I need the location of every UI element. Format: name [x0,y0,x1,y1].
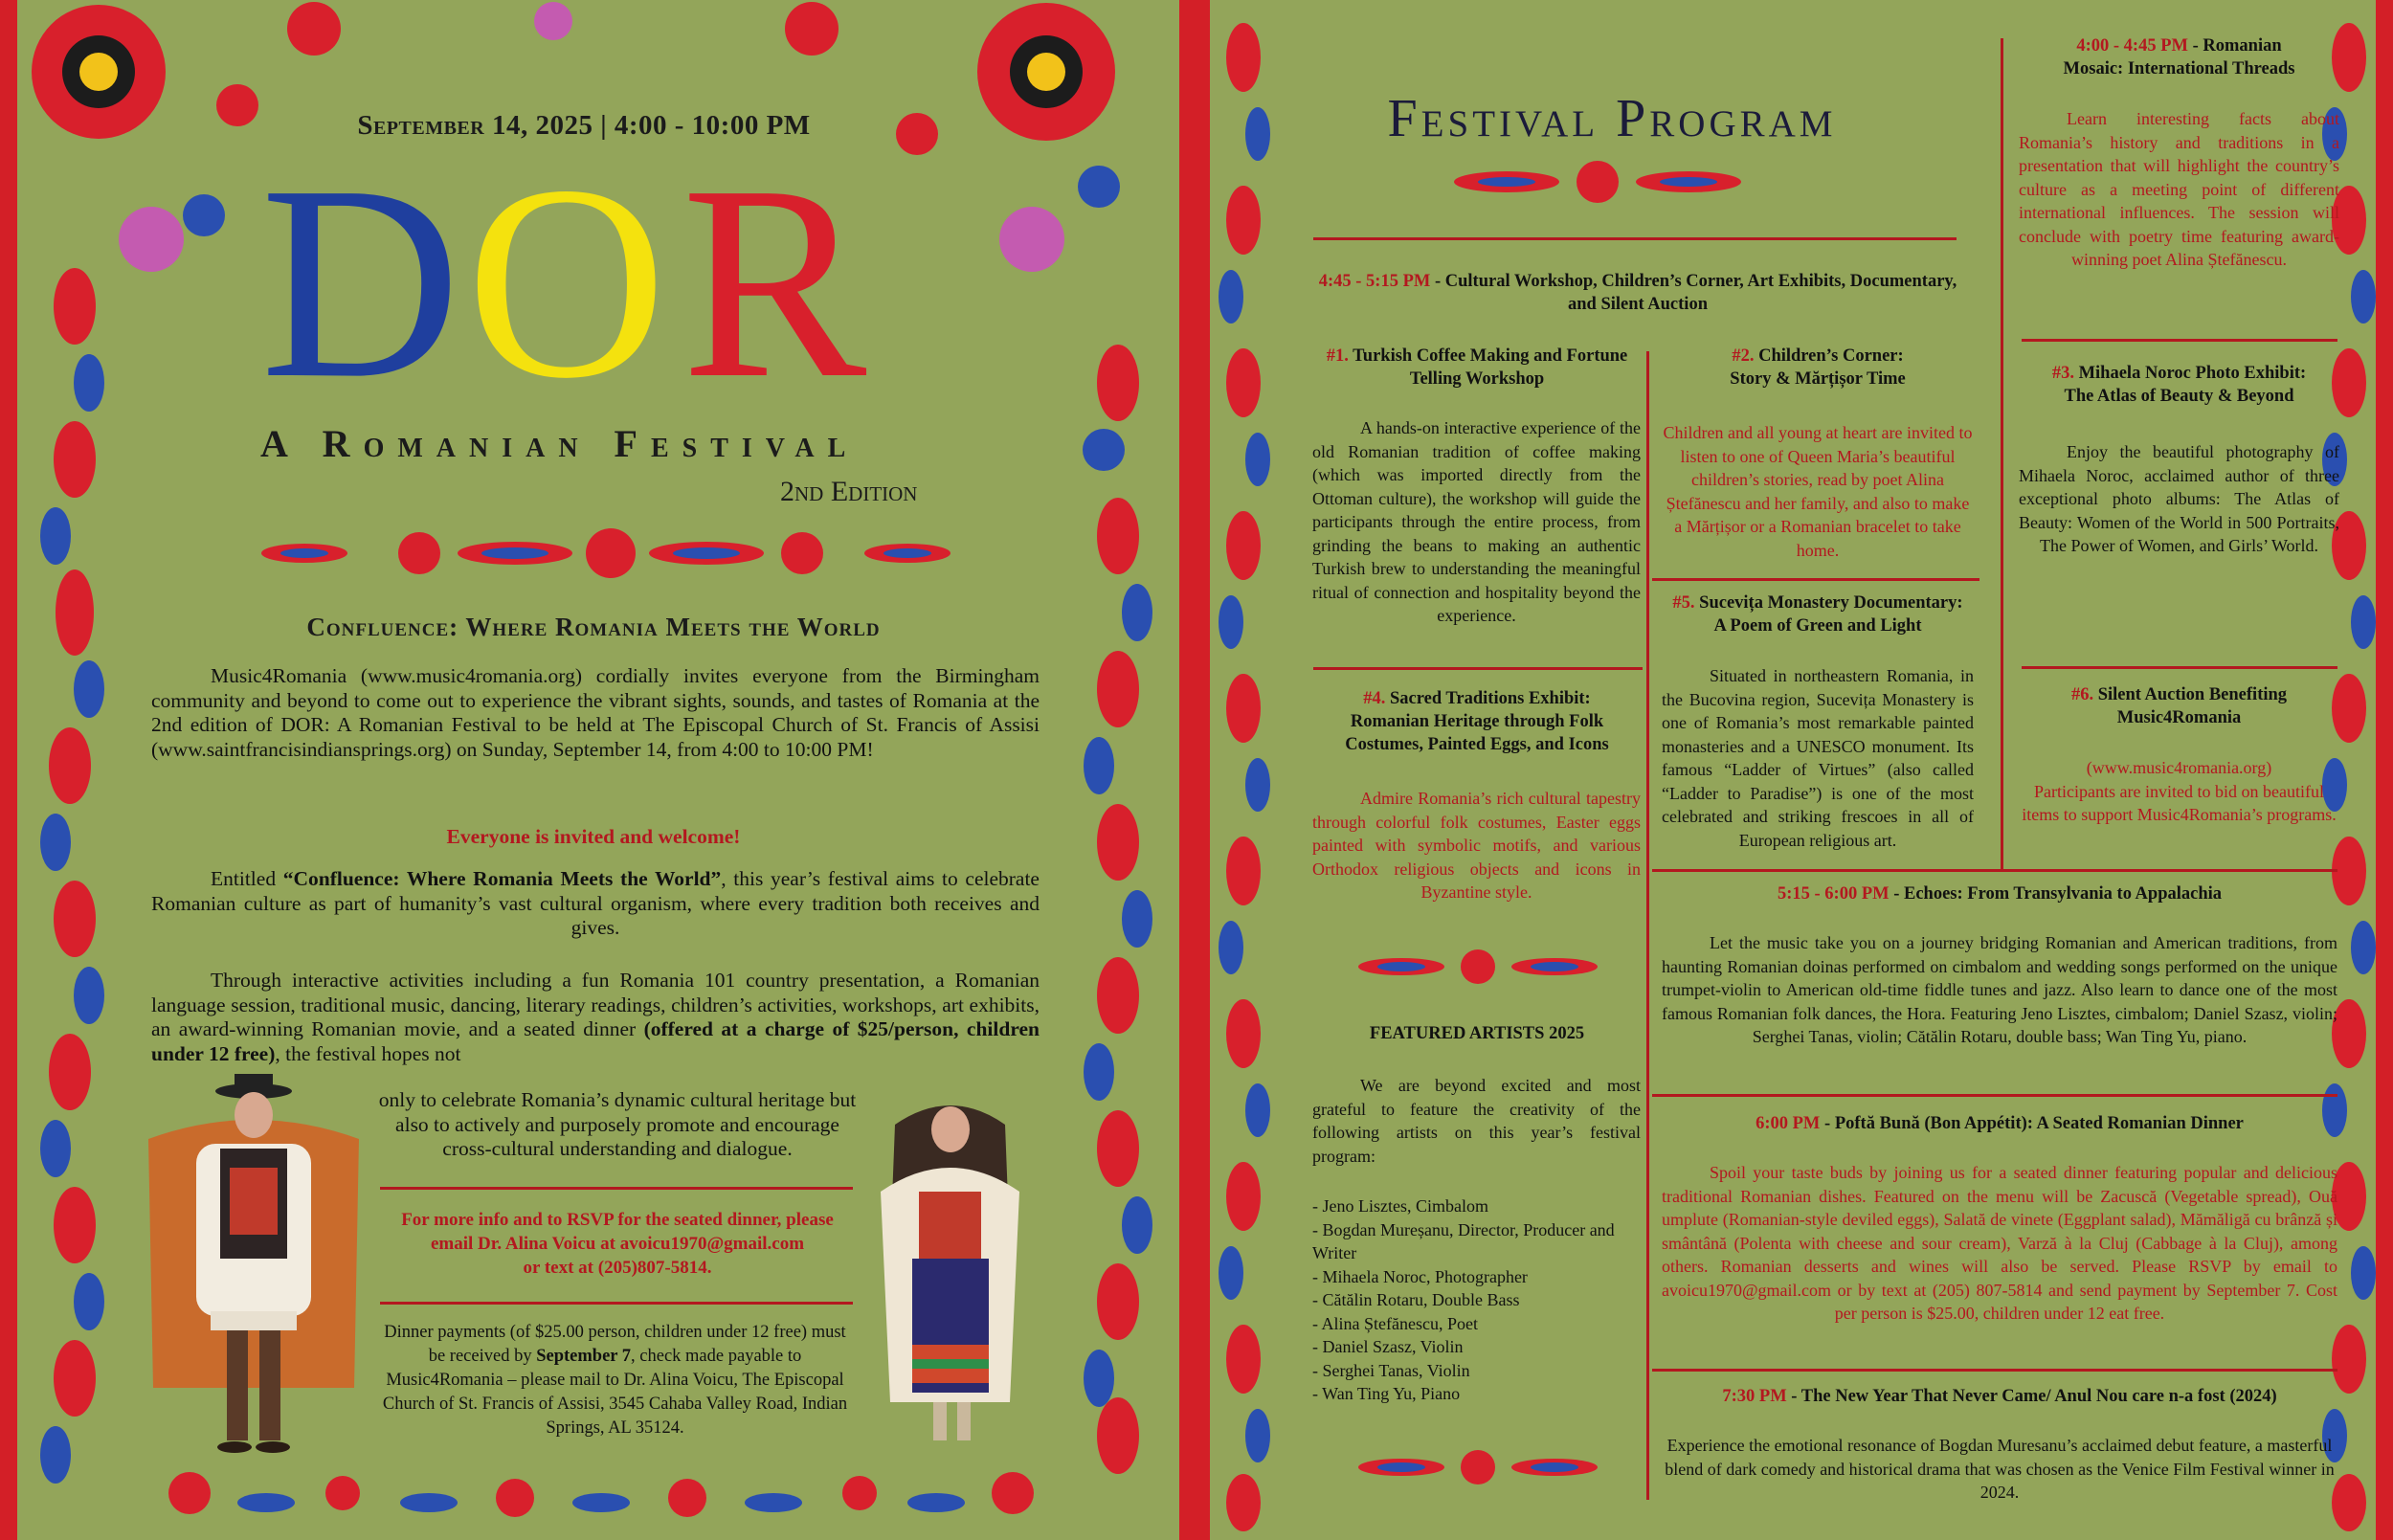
block-film [1660,1385,2339,1408]
artists-heading: FEATURED ARTISTS 2025 [1369,1024,1585,1043]
item2-title-a: Children’s Corner: [1758,346,1904,366]
entitled-post: , this year’s festival aims to celebrate Romanian culture as part of humanity’s vast cultural organism, where every tradition both receives and gives. [151,867,1040,939]
entitled-pre: Entitled [211,867,283,890]
dor-logo [260,128,950,435]
item1-number: #1. [1326,346,1349,366]
mosaic-title-a: - Romanian [2187,36,2282,56]
item4-title-b: Romanian Heritage through Folk Costumes, Painted Eggs, and Icons [1345,712,1609,754]
block-echoes [1660,882,2339,905]
item5-description: Situated in northeastern Romania, in the Bucovina region, Sucevița Monastery is one of Romania’s most remarkable painted monasteries and a UNESCO monument. Its famous “Ladder of Virtues” (also called “Ladder to Paradise”) is one of the most celebrated and striking frescoes in all of European religious art. [1662,666,1974,850]
activities-paragraph [151,969,1040,1066]
dinner-description: Spoil your taste buds by joining us for a seated dinner featuring popular and delicious traditional Romanian dishes. Featured on the menu will be Zacuscă (Vegetable spread), Ouă umplute (Romanian-style deviled eggs), Salată de vinete (Eggplant salad), Mămăligă cu brânză și smântână (Polenta with cheese and sour cream), Varză à la Cluj (Cabbage à la Cluj), among others. Romanian desserts and wines will also be served. Please RSVP by email to avoicu1970@gmail.com or by text at (205) 807-5814 and send payment by September 7. Cost per person is $25.00, children under 12 eat free. [1662,1163,2337,1323]
block-dinner [1660,1112,2339,1135]
entitled-theme: “Confluence: Where Romania Meets the World” [282,867,722,890]
block1-time: 4:45 - 5:15 PM [1318,272,1431,291]
auction-website: (www.music4romania.org) [2086,758,2272,777]
event-date: September 14, 2025 | 4:00 - 10:00 PM [357,110,811,141]
rsvp-line-3: or text at (205)807-5814. [523,1258,712,1278]
flyer-page [0,0,1179,1540]
film-time: 7:30 PM [1722,1387,1787,1406]
item5-number: #5. [1672,593,1695,613]
film-description: Experience the emotional resonance of Bogdan Muresanu’s acclaimed debut feature, a masterful blend of dark comedy and historical drama that was chosen as the Venice Film Festival winner in 2024. [1665,1436,2335,1502]
artist-item: - Wan Ting Yu, Piano [1312,1384,1461,1403]
column-divider [1646,351,1649,1500]
item2-description: Children and all young at heart are invited to listen to one of Queen Maria’s beautiful children’s stories, read by poet Alina Ștefănescu and her family, and also to make a Mărțișor or a Romanian bracelet to take home. [1663,423,1973,560]
item4-number: #4. [1363,689,1386,708]
artists-list [1312,1194,1641,1406]
welcome-line: Everyone is invited and welcome! [446,825,741,848]
item1-heading [1309,345,1644,391]
item6-description [2019,756,2339,827]
page-gutter [1179,0,1210,1540]
echoes-description: Let the music take you on a journey bridging Romanian and American traditions, from haunting Romanian doinas performed on cimbalom and wedding songs performed on the unique trumpet-violin to American old-time fiddle tunes and jazz. Also learn to dance one of the most famous Romanian folk dances, the Hora. Featuring Jeno Lisztes, cimbalom; Daniel Szasz, violin; Serghei Tanas, violin; Cătălin Rotaru, double bass; Wan Ting Yu, piano. [1662,933,2337,1046]
block-mosaic [2009,34,2349,80]
artist-item: - Mihaela Noroc, Photographer [1312,1266,1528,1286]
divider [2022,666,2337,669]
activities-text: Through interactive activities including a fun Romania 101 country presentation, a Romanian language session, traditional music, dancing, literary readings, children’s activities, workshops, art exhibits, an award-winning Romanian movie, and a seated dinner [151,969,1040,1040]
echoes-title: - Echoes: From Transylvania to Appalachia [1889,884,2223,904]
dor-letter-d: D [260,128,456,435]
divider [1652,869,2337,872]
woman-folk-costume-illustration [866,1086,1034,1450]
mosaic-title-b: Mosaic: International Threads [2063,59,2295,78]
payment-info [378,1321,852,1440]
divider [1313,667,1643,670]
artist-item: - Daniel Szasz, Violin [1312,1337,1464,1356]
divider [380,1187,853,1190]
artist-item: - Bogdan Mureșanu, Director, Producer and Writer [1312,1219,1615,1262]
artist-item: - Jeno Lisztes, Cimbalom [1312,1196,1488,1216]
column-divider [2001,38,2003,871]
block1-title: - Cultural Workshop, Children’s Corner, Art Exhibits, Documentary, and Silent Auction [1430,272,1957,314]
item6-heading [2009,683,2349,729]
item4-heading [1309,687,1644,756]
item3-title-a: Mihaela Noroc Photo Exhibit: [2078,364,2307,383]
divider [1652,578,1979,581]
payment-text-end: , check made payable to Music4Romania – please mail to Dr. Alina Voicu, The Episcopal Church of St. Francis of Assisi, 3545 Cahaba Valley Road, Indian Springs, AL 35124. [382,1347,848,1438]
man-folk-costume-illustration [139,1072,369,1455]
artist-item: - Serghei Tanas, Violin [1312,1360,1470,1380]
left-border-bar [0,0,17,1540]
item5-title-a: Sucevița Monastery Documentary: [1699,593,1963,613]
item6-title-a: Silent Auction Benefiting [2097,685,2288,704]
program-title: Festival Program [1387,89,1837,148]
item2-heading [1660,345,1976,391]
divider [1313,237,1957,240]
item2-title-b: Story & Mărțișor Time [1730,369,1906,389]
payment-text: Dinner payments (of $25.00 person, children under 12 free) must be received by [384,1323,846,1366]
rsvp-line-1: For more info and to RSVP for the seated dinner, please [401,1210,834,1230]
festival-subtitle: A Romanian Festival [260,422,860,465]
item1-description: A hands-on interactive experience of the old Romanian tradition of coffee making (which was imported directly from the Ottoman culture), the workshop will guide the participants through the entire process, from grinding the beans to making an authentic Turkish brew to understanding the meaningful ritual of connection and hospitality beyond the experience. [1312,418,1641,625]
activities-continuation: only to celebrate Romania’s dynamic cultural heritage but also to actively and purposely promote and encourage cross-cultural understanding and dialogue. [378,1088,857,1160]
item1-title: Turkish Coffee Making and Fortune Telling Workshop [1353,346,1628,389]
mosaic-description: Learn interesting facts about Romania’s history and traditions in a presentation that will highlight the country’s culture as a meeting point of different international influences. The session will conclude with poetry time featuring award-winning poet Alina Ștefănescu. [2019,109,2339,269]
festival-theme: Confluence: Where Romania Meets the World [306,613,881,641]
divider [1652,1094,2337,1097]
divider [2022,339,2337,342]
rsvp-line-2: email Dr. Alina Voicu at avoicu1970@gmail.com [430,1234,805,1254]
auction-text: Participants are invited to bid on beautiful items to support Music4Romania’s programs. [2022,781,2337,824]
item3-description: Enjoy the beautiful photography of Mihaela Noroc, acclaimed author of three exceptional photo albums: The Atlas of Beauty: Women of the World in 500 Portraits, The Power of Women, and Girls’ World. [2019,442,2339,555]
mosaic-time: 4:00 - 4:45 PM [2076,36,2188,56]
film-title: - The New Year That Never Came/ Anul Nou care n-a fost (2024) [1786,1387,2277,1406]
item2-number: #2. [1732,346,1755,366]
divider [1652,1369,2337,1372]
item3-number: #3. [2051,364,2074,383]
edition-label: 2nd Edition [780,476,918,507]
program-page [1210,0,2393,1540]
payment-deadline: September 7 [536,1347,632,1366]
item4-description: Admire Romania’s rich cultural tapestry through colorful folk costumes, Easter eggs painted with symbolic motifs, and various Orthodox religious objects and icons in Byzantine style. [1312,789,1641,902]
entitled-paragraph [151,867,1040,941]
rsvp-block [364,1208,871,1280]
dor-letter-o: O [466,128,661,435]
activities-price: (offered at a charge of $25/person, children under 12 free) [151,1017,1040,1065]
dinner-time: 6:00 PM [1756,1114,1821,1133]
item4-title-a: Sacred Traditions Exhibit: [1390,689,1591,708]
item3-title-b: The Atlas of Beauty & Beyond [2064,387,2294,406]
item3-heading [2009,362,2349,408]
item6-title-b: Music4Romania [2116,708,2242,727]
item6-number: #6. [2070,685,2094,704]
intro-paragraph: Music4Romania (www.music4romania.org) cordially invites everyone from the Birmingham community and beyond to come out to experience the vibrant sights, sounds, and tastes of Romania at the 2nd edition of DOR: A Romanian Festival to be held at The Episcopal Church of St. Francis of Assisi (www.saintfrancisindiansprings.org) on Sunday, September 14, from 4:00 to 10:00 PM! [151,664,1040,761]
divider [380,1302,853,1305]
block-cultural-workshop [1309,270,1966,316]
echoes-time: 5:15 - 6:00 PM [1777,884,1890,904]
item5-title-b: A Poem of Green and Light [1713,616,1922,636]
artist-item: - Alina Ștefănescu, Poet [1312,1313,1478,1333]
artists-intro: We are beyond excited and most grateful to feature the creativity of the following artists on this year’s festival program: [1312,1076,1641,1166]
artist-item: - Cătălin Rotaru, Double Bass [1312,1290,1520,1309]
dor-letter-r: R [682,128,861,435]
dinner-title: - Poftă Bună (Bon Appétit): A Seated Romanian Dinner [1820,1114,2244,1133]
item5-heading [1660,591,1976,637]
activities-text-end: , the festival hopes not [275,1041,461,1065]
